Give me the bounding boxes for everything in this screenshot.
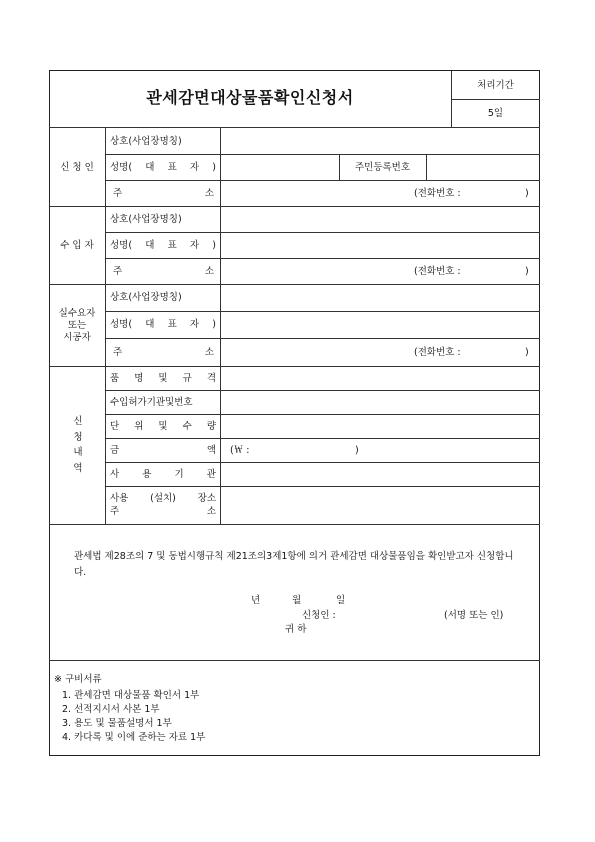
section-applicant: 신 청 인 bbox=[60, 162, 94, 173]
applicant-company-label: 상호(사업장명칭) bbox=[110, 136, 182, 147]
place-char: 장소 bbox=[197, 493, 216, 504]
section-user-line1: 실수요자 bbox=[58, 308, 96, 319]
amount-char: 금 bbox=[110, 445, 120, 456]
applicant-phone-close: ) bbox=[525, 188, 529, 199]
use-char: 사 bbox=[110, 469, 120, 480]
amount-value-close: ) bbox=[355, 445, 359, 456]
row-line bbox=[105, 180, 540, 181]
processing-divider bbox=[451, 99, 540, 100]
place-char: (설치) bbox=[150, 493, 176, 504]
importer-phone-label: (전화번호 : bbox=[414, 266, 461, 277]
section-line-5 bbox=[49, 660, 540, 661]
amount-label bbox=[110, 445, 216, 456]
attachment-item: 1. 관세감면 대상물품 확인서 1부 bbox=[62, 690, 200, 701]
use-char: 기 bbox=[174, 469, 184, 480]
row-line bbox=[105, 438, 540, 439]
attachment-item: 4. 카다록 및 이에 준하는 자료 1부 bbox=[62, 732, 206, 743]
row-line bbox=[105, 486, 540, 487]
importer-rep-label bbox=[110, 240, 216, 251]
rep-suffix: ) bbox=[212, 240, 216, 251]
rep-suffix: ) bbox=[212, 162, 216, 173]
attachment-item: 2. 선적지시서 사본 1부 bbox=[62, 704, 160, 715]
install-place-label bbox=[110, 493, 216, 504]
processing-period-label: 처리기간 bbox=[477, 80, 514, 91]
date-year: 년 bbox=[251, 595, 261, 606]
date-month: 월 bbox=[292, 595, 302, 606]
row-line bbox=[105, 414, 540, 415]
user-company-label: 상호(사업장명칭) bbox=[110, 292, 182, 303]
unit-char: 위 bbox=[134, 421, 144, 432]
rep-prefix: 성명( bbox=[110, 240, 133, 251]
item-char: 품 bbox=[110, 373, 120, 384]
addr-char: 주 bbox=[113, 347, 123, 358]
use-char: 용 bbox=[142, 469, 152, 480]
importer-address-label bbox=[113, 266, 214, 277]
item-char: 및 bbox=[158, 373, 168, 384]
row-line bbox=[105, 390, 540, 391]
place-char: 소 bbox=[206, 506, 216, 517]
rep-char: 자 bbox=[189, 240, 200, 251]
attachments-heading: ※ 구비서류 bbox=[54, 674, 102, 685]
recipient-label: 귀 하 bbox=[285, 624, 307, 635]
rep-char: 표 bbox=[167, 162, 177, 173]
importer-phone-close: ) bbox=[525, 266, 529, 277]
form-title: 관세감면대상물품확인신청서 bbox=[146, 88, 354, 107]
processing-period-value: 5일 bbox=[487, 108, 504, 119]
section-line-1 bbox=[49, 206, 540, 207]
item-char: 격 bbox=[206, 373, 216, 384]
unit-char: 및 bbox=[158, 421, 168, 432]
user-phone-label: (전화번호 : bbox=[414, 347, 461, 358]
addr-char: 소 bbox=[204, 188, 214, 199]
row-line bbox=[105, 258, 540, 259]
row-line bbox=[105, 338, 540, 339]
date-day: 일 bbox=[336, 595, 346, 606]
user-phone-close: ) bbox=[525, 347, 529, 358]
section-line-3 bbox=[49, 366, 540, 367]
section-user-line3: 시공자 bbox=[63, 332, 91, 343]
place-char: 주 bbox=[110, 506, 120, 517]
rep-char: 표 bbox=[167, 319, 177, 330]
importer-company-label: 상호(사업장명칭) bbox=[110, 214, 182, 225]
rep-char: 표 bbox=[167, 240, 177, 251]
rep-char: 자 bbox=[189, 319, 200, 330]
permit-label: 수입허가기관및번호 bbox=[110, 397, 193, 408]
addr-char: 주 bbox=[113, 188, 123, 199]
addr-char: 소 bbox=[204, 347, 214, 358]
row-line bbox=[105, 462, 540, 463]
addr-char: 소 bbox=[204, 266, 214, 277]
row-line bbox=[105, 311, 540, 312]
applicant-address-label bbox=[113, 188, 214, 199]
rep-suffix: ) bbox=[212, 319, 216, 330]
rep-char: 대 bbox=[145, 162, 155, 173]
field-column-line bbox=[220, 127, 221, 524]
unit-char: 단 bbox=[110, 421, 120, 432]
place-char: 사용 bbox=[110, 493, 129, 504]
resident-number-label: 주민등록번호 bbox=[354, 162, 411, 173]
rep-char: 대 bbox=[145, 240, 155, 251]
section-line-2 bbox=[49, 284, 540, 285]
rep-prefix: 성명( bbox=[110, 319, 133, 330]
unit-quantity-label bbox=[110, 421, 216, 432]
addr-char: 주 bbox=[113, 266, 123, 277]
user-rep-label bbox=[110, 319, 216, 330]
item-spec-label bbox=[110, 373, 216, 384]
row-line bbox=[105, 232, 540, 233]
section-importer: 수 입 자 bbox=[60, 240, 94, 251]
item-char: 규 bbox=[182, 373, 192, 384]
applicant-rep-label bbox=[110, 162, 216, 173]
use-char: 관 bbox=[206, 469, 216, 480]
resident-col-right bbox=[426, 154, 427, 180]
signature-label: (서명 또는 인) bbox=[444, 610, 504, 621]
install-address-label bbox=[110, 506, 216, 517]
row-line bbox=[105, 154, 540, 155]
label-column-line bbox=[105, 127, 106, 524]
user-address-label bbox=[113, 347, 214, 358]
use-agency-label bbox=[110, 469, 216, 480]
amount-value-open: (￦ : bbox=[230, 445, 250, 456]
unit-char: 량 bbox=[206, 421, 216, 432]
section-line-4 bbox=[49, 524, 540, 525]
section-details: 신청내역 bbox=[73, 416, 83, 474]
section-user-line2: 또는 bbox=[67, 320, 87, 331]
item-char: 명 bbox=[134, 373, 144, 384]
attachment-item: 3. 용도 및 물품설명서 1부 bbox=[62, 718, 172, 729]
rep-prefix: 성명( bbox=[110, 162, 133, 173]
rep-char: 자 bbox=[189, 162, 200, 173]
amount-char: 액 bbox=[206, 445, 216, 456]
header-bottom-line bbox=[49, 127, 540, 128]
rep-char: 대 bbox=[145, 319, 155, 330]
unit-char: 수 bbox=[182, 421, 192, 432]
applicant-phone-label: (전화번호 : bbox=[414, 188, 461, 199]
declaration-text: 관세법 제28조의 7 및 동법시행규칙 제21조의3제1항에 의거 관세감면 대상물품임을 확인받고자 신청합니다. bbox=[74, 551, 514, 578]
applicant-sign-label: 신청인 : bbox=[302, 610, 336, 621]
